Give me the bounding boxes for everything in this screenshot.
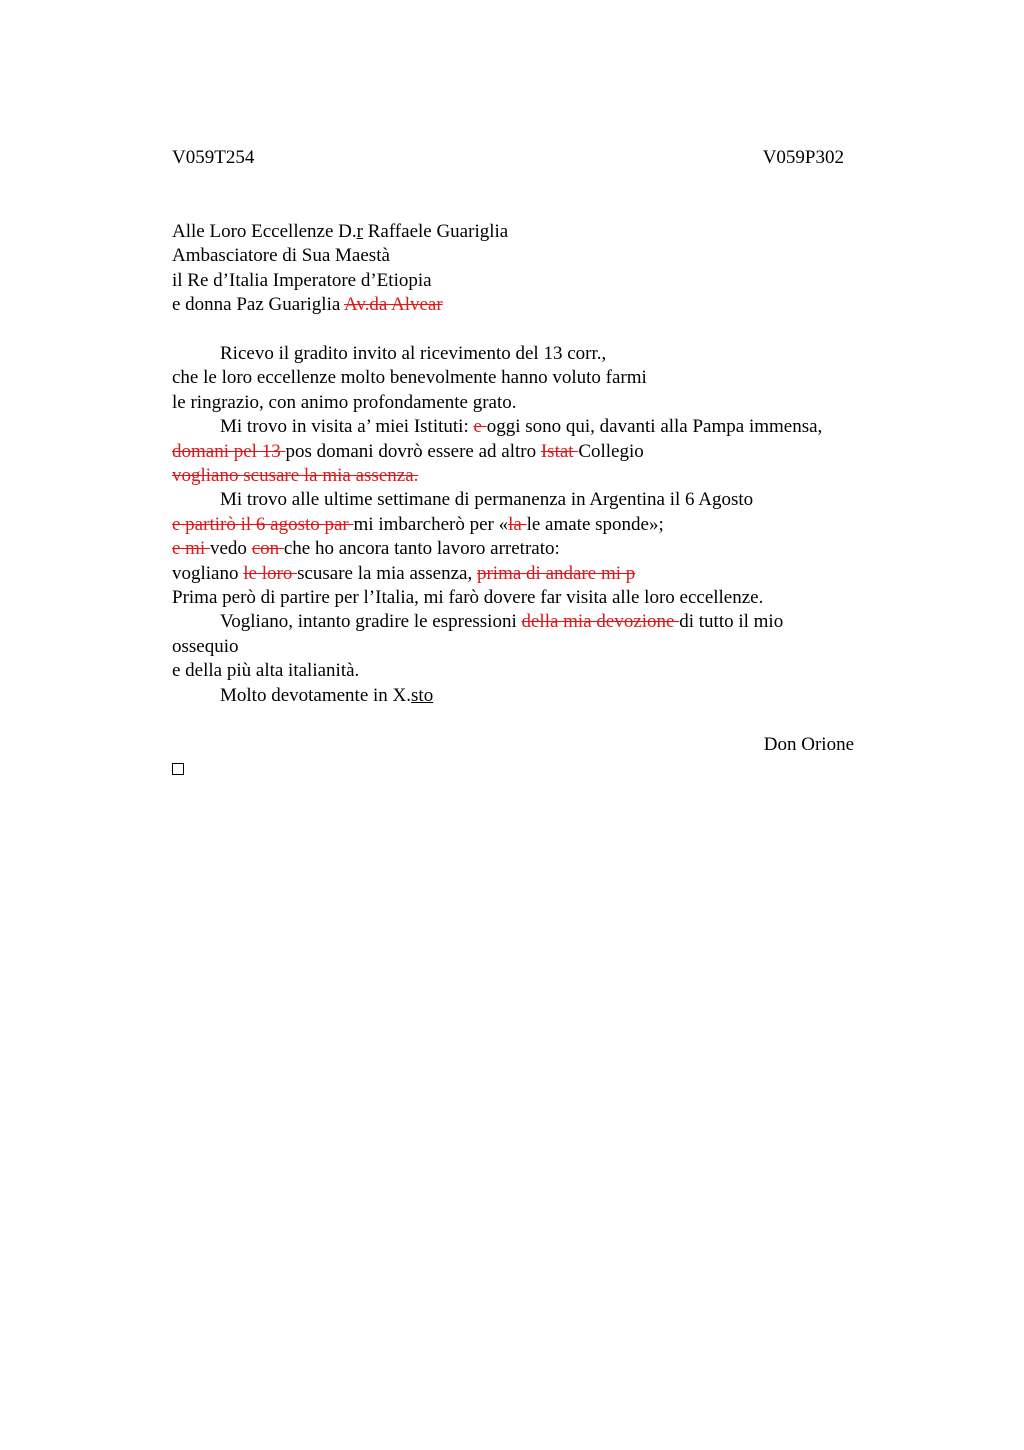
deleted-text: le loro (243, 562, 298, 584)
deleted-text: Av.da Alvear (344, 294, 443, 316)
paragraph-2-line-3 (172, 464, 892, 488)
paragraph-2-line-1: Mi trovo in visita a’ miei Istituti: e oggi sono qui, davanti alla Pampa immensa, (220, 416, 823, 438)
deleted-text: vogliano scusare la mia assenza. (172, 465, 419, 487)
checkbox-square-icon (172, 757, 892, 782)
deleted-text: e mi (172, 538, 210, 560)
deleted-text: e partirò il 6 agosto par (172, 513, 354, 535)
paragraph-1-line-2: che le loro eccellenze molto benevolmente hanno voluto farmi (172, 367, 647, 389)
paragraph-4-line-1: Vogliano, intanto gradire le espressioni della mia devozione di tutto il mio (220, 611, 784, 633)
deleted-text: domani pel 13 (172, 440, 286, 462)
address-line-4: e donna Paz Guariglia Av.da Alvear (172, 294, 443, 316)
paragraph-1-line-1: Ricevo il gradito invito al ricevimento del 13 corr., (220, 343, 607, 365)
paragraph-3-line-1: Mi trovo alle ultime settimane di permanenza in Argentina il 6 Agosto (220, 489, 754, 511)
deleted-text: e (473, 416, 487, 438)
deleted-text: Istat (540, 440, 579, 462)
address-block (172, 220, 892, 318)
paragraph-1-line-3: le ringrazio, con animo profondamente grato. (172, 391, 517, 413)
closing-line: Molto devotamente in X.sto (220, 684, 434, 706)
deleted-text: della mia devozione (521, 611, 680, 633)
abbreviation-underlined: sto (411, 684, 434, 706)
deleted-text: prima di andare mi p (476, 562, 636, 584)
address-line-1: Alle Loro Eccellenze D.r Raffaele Guariglia (172, 221, 509, 242)
right-reference-code: V059P302 (762, 147, 844, 168)
paragraph-3-line-3: e mi vedo con che ho ancora tanto lavoro arretrato: (172, 538, 560, 560)
deleted-text: la (508, 513, 527, 535)
address-line-3: il Re d’Italia Imperatore d’Etiopia (172, 269, 432, 291)
letter-body (172, 220, 892, 782)
paragraph-3-line-2: e partirò il 6 agosto par mi imbarcherò per «la le amate sponde»; (172, 513, 664, 535)
paragraph-4-line-3: e della più alta italianità. (172, 660, 360, 682)
paragraph-3-line-5: Prima però di partire per l’Italia, mi farò dovere far visita alle loro eccellenze. (172, 587, 764, 609)
paragraph-3-line-4: vogliano le loro scusare la mia assenza, prima di andare mi p (172, 562, 636, 584)
signature: Don Orione (763, 733, 854, 755)
paragraph-4-line-2: ossequio (172, 635, 239, 657)
abbreviation-superscript: r (356, 221, 363, 242)
paragraph-2-line-2: domani pel 13 pos domani dovrò essere ad altro Istat Collegio (172, 440, 644, 462)
left-reference-code: V059T254 (172, 147, 255, 168)
address-line-2: Ambasciatore di Sua Maestà (172, 245, 390, 267)
deleted-text: con (251, 538, 284, 560)
